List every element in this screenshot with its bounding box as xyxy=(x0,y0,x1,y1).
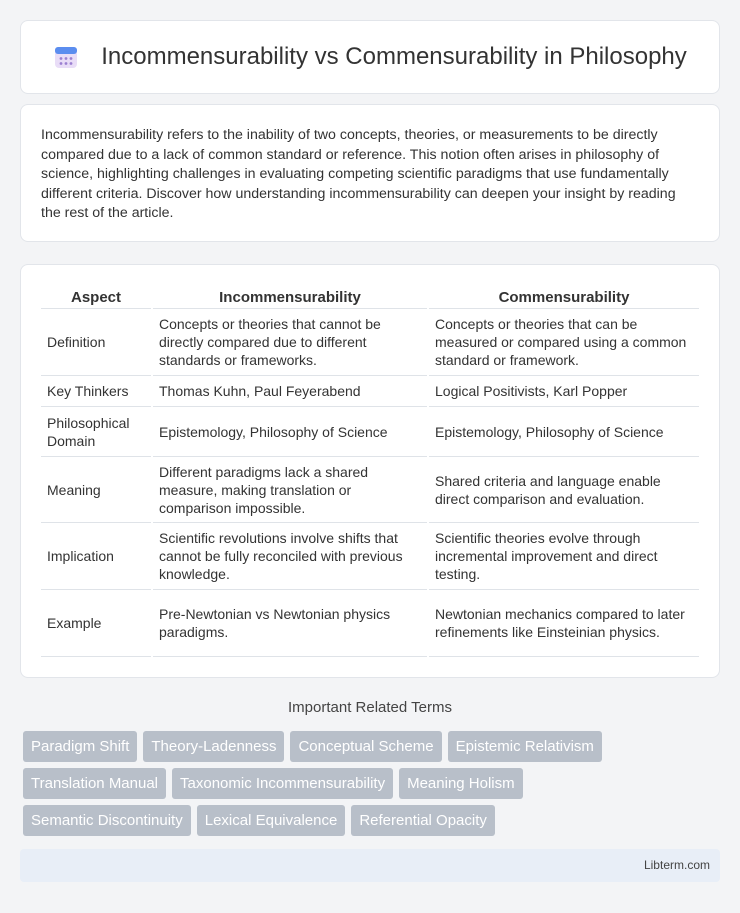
header-commensurability: Commensurability xyxy=(429,283,699,309)
row-aspect: Implication xyxy=(41,523,151,590)
row-incommensurability: Concepts or theories that cannot be directly compared due to different standards or frameworks. xyxy=(153,309,427,376)
tag-row xyxy=(23,768,723,799)
header-incommensurability: Incommensurability xyxy=(153,283,427,309)
comparison-table xyxy=(39,283,701,657)
row-incommensurability: Thomas Kuhn, Paul Feyerabend xyxy=(153,376,427,407)
row-incommensurability: Different paradigms lack a shared measure, making translation or comparison impossible. xyxy=(153,457,427,523)
footer-site-link[interactable]: Libterm.com xyxy=(643,858,710,872)
tag-translation-manual[interactable]: Translation Manual xyxy=(23,768,166,799)
tag-row xyxy=(23,731,723,762)
comparison-table-card xyxy=(20,264,720,678)
table-row xyxy=(41,309,699,376)
tag-row xyxy=(23,805,723,836)
row-commensurability: Shared criteria and language enable direct comparison and evaluation. xyxy=(429,457,699,523)
calendar-icon xyxy=(53,44,79,70)
row-aspect: Definition xyxy=(41,309,151,376)
row-incommensurability: Epistemology, Philosophy of Science xyxy=(153,407,427,457)
tag-referential-opacity[interactable]: Referential Opacity xyxy=(351,805,495,836)
row-commensurability: Epistemology, Philosophy of Science xyxy=(429,407,699,457)
table-row xyxy=(41,407,699,457)
related-terms xyxy=(23,731,723,842)
tag-epistemic-relativism[interactable]: Epistemic Relativism xyxy=(448,731,602,762)
tag-lexical-equivalence[interactable]: Lexical Equivalence xyxy=(197,805,346,836)
page-title: Incommensurability vs Commensurability in Philosophy xyxy=(101,43,687,70)
row-incommensurability: Scientific revolutions involve shifts that cannot be fully reconciled with previous knowledge. xyxy=(153,523,427,590)
intro-card xyxy=(20,104,720,242)
header-card xyxy=(20,20,720,94)
footer xyxy=(20,849,720,882)
row-aspect: Meaning xyxy=(41,457,151,523)
table-row xyxy=(41,590,699,657)
row-incommensurability: Pre-Newtonian vs Newtonian physics paradigms. xyxy=(153,590,427,657)
table-row xyxy=(41,523,699,590)
tag-theory-ladenness[interactable]: Theory-Ladenness xyxy=(143,731,284,762)
row-commensurability: Newtonian mechanics compared to later refinements like Einsteinian physics. xyxy=(429,590,699,657)
related-terms-title: Important Related Terms xyxy=(288,699,452,716)
header xyxy=(53,43,687,71)
table-row xyxy=(41,376,699,407)
row-commensurability: Scientific theories evolve through incremental improvement and direct testing. xyxy=(429,523,699,590)
table-header-row xyxy=(41,283,699,309)
tag-meaning-holism[interactable]: Meaning Holism xyxy=(399,768,523,799)
tag-semantic-discontinuity[interactable]: Semantic Discontinuity xyxy=(23,805,191,836)
tag-taxonomic-incommensurability[interactable]: Taxonomic Incommensurability xyxy=(172,768,393,799)
row-commensurability: Logical Positivists, Karl Popper xyxy=(429,376,699,407)
table-row xyxy=(41,457,699,523)
intro-paragraph: Incommensurability refers to the inability of two concepts, theories, or measurements to be directly compared due to a lack of common standard or reference. This notion often arises in philosophy of science, highlighting challenges in evaluating competing scientific paradigms that use fundamentally different criteria. Discover how understanding incommensurability can deepen your insight by reading the rest of the article. xyxy=(41,127,676,222)
tag-conceptual-scheme[interactable]: Conceptual Scheme xyxy=(290,731,441,762)
row-aspect: Example xyxy=(41,590,151,657)
row-commensurability: Concepts or theories that can be measured or compared using a common standard or framework. xyxy=(429,309,699,376)
row-aspect: Philosophical Domain xyxy=(41,407,151,457)
header-aspect: Aspect xyxy=(41,283,151,309)
row-aspect: Key Thinkers xyxy=(41,376,151,407)
tag-paradigm-shift[interactable]: Paradigm Shift xyxy=(23,731,137,762)
